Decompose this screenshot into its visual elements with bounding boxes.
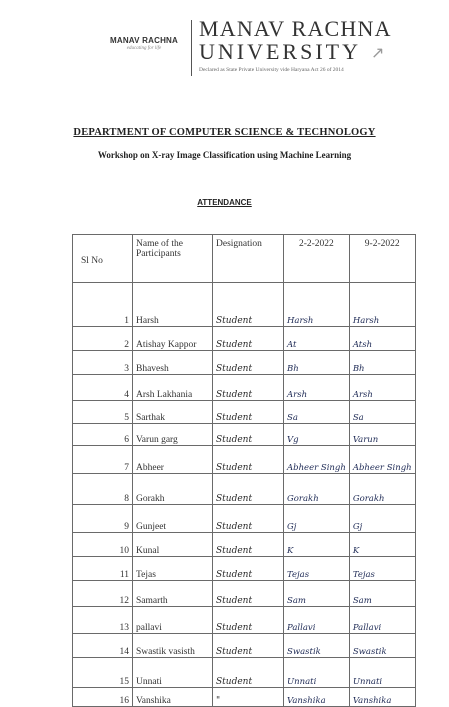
table-row — [73, 688, 416, 707]
row-signature-day2: Bh — [349, 351, 415, 375]
row-participant-name: Bhavesh — [133, 351, 213, 375]
row-designation: Student — [213, 474, 284, 505]
table-row — [73, 446, 416, 474]
row-designation: Student — [213, 581, 284, 607]
row-signature-day1: Unnati — [284, 658, 350, 688]
header-date-1: 2-2-2022 — [284, 235, 350, 283]
row-sl-no: 3 — [73, 351, 133, 375]
row-signature-day2: Vanshika — [349, 688, 415, 707]
row-signature-day2: Gorakh — [349, 474, 415, 505]
row-sl-no: 16 — [73, 688, 133, 707]
table-row — [73, 351, 416, 375]
row-participant-name: Vanshika — [133, 688, 213, 707]
row-signature-day1: Vanshika — [284, 688, 350, 707]
header-designation: Designation — [213, 235, 284, 283]
row-signature-day1: Bh — [284, 351, 350, 375]
row-signature-day2: Tejas — [349, 557, 415, 581]
row-sl-no: 9 — [73, 505, 133, 533]
row-designation: Student — [213, 505, 284, 533]
row-participant-name: Unnati — [133, 658, 213, 688]
row-participant-name: Gorakh — [133, 474, 213, 505]
row-participant-name: Sarthak — [133, 401, 213, 424]
row-designation: Student — [213, 375, 284, 401]
row-designation: " — [213, 688, 284, 707]
row-signature-day2: Swastik — [349, 634, 415, 658]
table-row — [73, 424, 416, 446]
table-row — [73, 557, 416, 581]
row-designation: Student — [213, 446, 284, 474]
row-signature-day2: Arsh — [349, 375, 415, 401]
left-logo-name: MANAV RACHNA — [109, 36, 179, 45]
table-header-row — [73, 235, 416, 283]
header-divider — [191, 20, 192, 76]
row-sl-no: 6 — [73, 424, 133, 446]
row-sl-no: 8 — [73, 474, 133, 505]
header-date-2: 9-2-2022 — [349, 235, 415, 283]
left-logo-tagline: educating for life — [126, 46, 162, 51]
row-signature-day1: Gorakh — [284, 474, 350, 505]
row-signature-day1: At — [284, 327, 350, 351]
row-participant-name: Kunal — [133, 533, 213, 557]
row-sl-no: 10 — [73, 533, 133, 557]
row-designation: Student — [213, 658, 284, 688]
row-sl-no: 7 — [73, 446, 133, 474]
row-participant-name: Abheer — [133, 446, 213, 474]
row-designation: Student — [213, 634, 284, 658]
row-participant-name: Tejas — [133, 557, 213, 581]
university-name-line1: MANAV RACHNA — [199, 16, 392, 41]
row-signature-day2: K — [349, 533, 415, 557]
row-designation: Student — [213, 607, 284, 634]
table-row — [73, 474, 416, 505]
left-logo — [100, 36, 188, 51]
row-designation: Student — [213, 533, 284, 557]
row-sl-no: 5 — [73, 401, 133, 424]
row-signature-day2: Pallavi — [349, 607, 415, 634]
row-signature-day1: Arsh — [284, 375, 350, 401]
row-signature-day1: Gj — [284, 505, 350, 533]
department-title: DEPARTMENT OF COMPUTER SCIENCE & TECHNOLOGY — [73, 127, 376, 138]
table-row — [73, 401, 416, 424]
row-participant-name: Swastik vasisth — [133, 634, 213, 658]
row-signature-day2: Gj — [349, 505, 415, 533]
row-sl-no: 11 — [73, 557, 133, 581]
table-row — [73, 607, 416, 634]
row-sl-no: 4 — [73, 375, 133, 401]
row-designation: Student — [213, 283, 284, 327]
row-signature-day1: Harsh — [284, 283, 350, 327]
row-signature-day2: Harsh — [349, 283, 415, 327]
row-participant-name: Atishay Kappor — [133, 327, 213, 351]
university-name-line2: UNIVERSITY — [199, 39, 361, 64]
row-sl-no: 15 — [73, 658, 133, 688]
row-participant-name: Arsh Lakhania — [133, 375, 213, 401]
row-participant-name: Varun garg — [133, 424, 213, 446]
row-signature-day1: Vg — [284, 424, 350, 446]
row-sl-no: 2 — [73, 327, 133, 351]
row-sl-no: 1 — [73, 283, 133, 327]
row-designation: Student — [213, 424, 284, 446]
row-signature-day2: Atsh — [349, 327, 415, 351]
table-row — [73, 283, 416, 327]
row-signature-day1: Tejas — [284, 557, 350, 581]
row-signature-day1: Abheer Singh — [284, 446, 350, 474]
row-designation: Student — [213, 327, 284, 351]
row-sl-no: 12 — [73, 581, 133, 607]
table-row — [73, 375, 416, 401]
row-signature-day1: Pallavi — [284, 607, 350, 634]
table-row — [73, 581, 416, 607]
table-row — [73, 658, 416, 688]
row-designation: Student — [213, 401, 284, 424]
row-designation: Student — [213, 557, 284, 581]
table-row — [73, 533, 416, 557]
attendance-table — [72, 234, 416, 707]
arrow-icon: ↗ — [371, 45, 385, 62]
row-participant-name: Samarth — [133, 581, 213, 607]
header-name: Name of the Participants — [133, 235, 213, 283]
row-participant-name: pallavi — [133, 607, 213, 634]
row-signature-day1: K — [284, 533, 350, 557]
row-signature-day2: Unnati — [349, 658, 415, 688]
row-signature-day2: Sam — [349, 581, 415, 607]
row-signature-day1: Sam — [284, 581, 350, 607]
table-row — [73, 634, 416, 658]
row-signature-day2: Varun — [349, 424, 415, 446]
row-participant-name: Gunjeet — [133, 505, 213, 533]
row-sl-no: 14 — [73, 634, 133, 658]
row-sl-no: 13 — [73, 607, 133, 634]
row-signature-day2: Abheer Singh — [349, 446, 415, 474]
workshop-title: Workshop on X-ray Image Classification using Machine Learning — [97, 150, 352, 160]
table-row — [73, 327, 416, 351]
attendance-heading: ATTENDANCE — [197, 198, 252, 207]
row-participant-name: Harsh — [133, 283, 213, 327]
header-sl-no: Sl No — [73, 235, 133, 283]
table-row — [73, 505, 416, 533]
row-designation: Student — [213, 351, 284, 375]
row-signature-day1: Swastik — [284, 634, 350, 658]
established-note: Declared as State Private University vide Haryana Act 26 of 2014 — [199, 67, 344, 73]
row-signature-day1: Sa — [284, 401, 350, 424]
row-signature-day2: Sa — [349, 401, 415, 424]
